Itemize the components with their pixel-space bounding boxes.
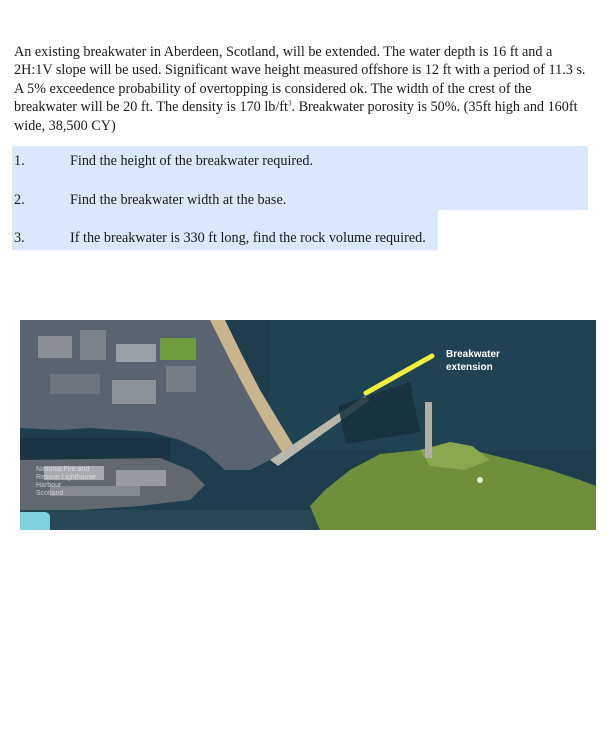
question-number: 1. <box>14 153 25 169</box>
problem-text: An existing breakwater in Aberdeen, Scotland, will be extended. The water depth is 16 ft and a 2H:1V slope will be used. Significant wave height measured offshore is 12 ft with a period of 11.3 s. A 5% exceedence probability of overtopping is considered ok. The width of the crest of the breakwater will be 20 ft. The density is 170 lb/ft <box>14 44 586 116</box>
building <box>50 374 100 394</box>
problem-statement <box>14 43 594 135</box>
satellite-image <box>20 320 596 530</box>
south-pier <box>425 402 432 458</box>
problem-text-continued: . Breakwater porosity is 50%. (35ft high and 160ft wide, 38,500 CY) <box>14 99 578 134</box>
map-place-caption: National Fire and Rescue Lighthouse Harbour Scotland <box>36 466 96 497</box>
question-item <box>14 229 426 247</box>
park <box>160 338 196 360</box>
map-corner-tab <box>20 512 50 530</box>
lighthouse <box>477 477 483 483</box>
building <box>166 366 196 392</box>
question-text: Find the breakwater width at the base. <box>70 192 287 208</box>
building <box>112 380 156 404</box>
question-text: If the breakwater is 330 ft long, find the rock volume required. <box>70 230 426 246</box>
question-number: 3. <box>14 230 25 246</box>
question-number: 2. <box>14 192 25 208</box>
building <box>80 330 106 360</box>
satellite-map <box>20 320 596 530</box>
warehouse <box>116 470 166 486</box>
building <box>38 336 72 358</box>
breakwater-extension-label: Breakwater extension <box>446 349 500 373</box>
harbour-channel <box>20 438 170 460</box>
question-item <box>14 191 286 209</box>
question-text: Find the height of the breakwater required. <box>70 153 314 169</box>
question-item <box>14 152 313 170</box>
building <box>116 344 156 362</box>
cubed-superscript: 3 <box>287 99 292 108</box>
